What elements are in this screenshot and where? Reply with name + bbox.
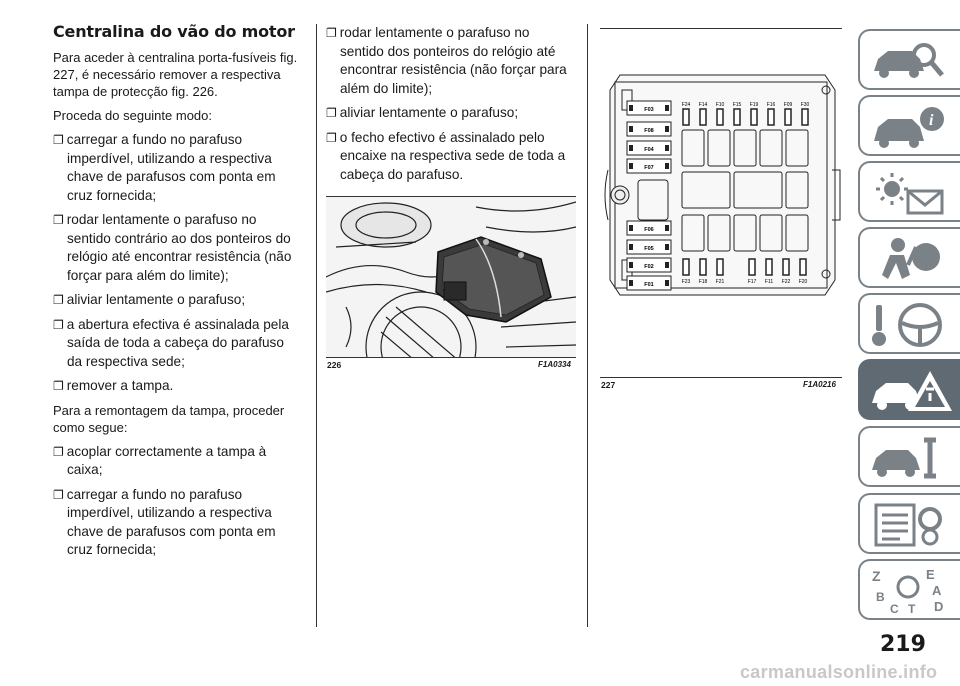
footer-watermark: carmanualsonline.info	[740, 662, 938, 682]
step-item	[326, 24, 574, 98]
bottom-fuse	[765, 259, 773, 285]
warning-light-icon	[868, 169, 952, 217]
checkbox-bullet-icon: ❐	[326, 26, 337, 40]
refit-steps-list-1	[53, 443, 298, 560]
step-text: aliviar lentamente o parafuso;	[339, 105, 519, 120]
bottom-fuse	[799, 259, 808, 285]
top-fuse	[682, 102, 691, 125]
checkbox-bullet-icon: ❐	[53, 213, 64, 227]
svg-text:i: i	[929, 112, 934, 129]
fuse-label: F14	[698, 102, 708, 108]
fuse-label: F11	[764, 279, 774, 285]
nav-tab-dashboard[interactable]	[858, 29, 960, 90]
fuse-label: F02	[644, 264, 654, 270]
column-divider-1	[316, 24, 317, 627]
fuse-label: F01	[644, 282, 654, 288]
step-item	[53, 131, 298, 205]
step-item	[326, 104, 574, 123]
steering-wheel-icon	[868, 301, 952, 349]
figure-227-top-rule	[600, 28, 842, 29]
fuse-label: F30	[800, 102, 810, 108]
fuse-label: F03	[644, 107, 654, 113]
nav-tab-safety[interactable]	[858, 227, 960, 288]
left-fuse	[627, 101, 671, 115]
svg-text:B: B	[876, 590, 885, 604]
fuse-label: F21	[715, 279, 725, 285]
step-text: a abertura efectiva é assinalada pela saída de toda a cabeça do parafuso da respectiva sede;	[66, 316, 289, 369]
step-text: aliviar lentamente o parafuso;	[66, 292, 246, 307]
step-text: carregar a fundo no parafuso imperdível, utilizando a respectiva chave de parafusos com ponta em cruz fornecida;	[66, 486, 276, 557]
left-fuse	[627, 122, 671, 136]
top-fuse	[767, 102, 776, 125]
checkbox-bullet-icon: ❐	[326, 106, 337, 120]
step-item	[53, 486, 298, 560]
figure-226-code: F1A0334	[538, 360, 571, 369]
fuse-label: F17	[747, 279, 757, 285]
fuse-label: F18	[698, 279, 708, 285]
removal-steps-list	[53, 131, 298, 396]
top-fuse	[750, 102, 759, 125]
top-fuse	[716, 102, 725, 125]
top-fuse	[733, 102, 742, 125]
svg-text:Z: Z	[872, 568, 881, 584]
procedure-intro: Proceda do seguinte modo:	[53, 108, 212, 123]
left-fuse	[627, 141, 671, 155]
figure-227-code: F1A0216	[803, 380, 836, 389]
step-text: rodar lentamente o parafuso no sentido contrário ao dos ponteiros do relógio até encontrar resistência (não forçar para além do limite);	[66, 212, 292, 283]
bottom-fuse	[716, 259, 725, 285]
fuse-label: F04	[644, 147, 654, 153]
checkbox-bullet-icon: ❐	[326, 130, 337, 145]
fuse-label: F06	[644, 227, 654, 233]
left-fuse	[627, 240, 671, 254]
checkbox-bullet-icon: ❐	[53, 317, 64, 332]
figure-227-bottom-rule	[600, 377, 842, 378]
refit-steps-list-2	[326, 24, 574, 184]
section-title: Centralina do vão do motor	[53, 22, 295, 41]
checkbox-bullet-icon: ❐	[53, 379, 64, 393]
page-number: 219	[880, 632, 926, 657]
intro-paragraph: Para aceder à centralina porta-fusíveis fig. 227, é necessário remover a respectiva tampa de protecção fig. 226.	[53, 50, 298, 99]
nav-tab-emergency[interactable]	[858, 359, 960, 420]
alphabetical-index-icon	[868, 567, 952, 615]
text-column-2	[326, 24, 574, 190]
checkbox-bullet-icon: ❐	[53, 444, 64, 459]
airbag-safety-icon	[868, 235, 952, 283]
top-fuse	[801, 102, 810, 125]
checkbox-bullet-icon: ❐	[53, 293, 64, 307]
fuse-label: F16	[766, 102, 776, 108]
fuse-label: F24	[681, 102, 691, 108]
fuse-label: F23	[681, 279, 691, 285]
left-fuse	[627, 276, 671, 290]
bottom-fuse	[699, 259, 708, 285]
fuse-label: F07	[644, 165, 654, 171]
nav-tab-maintenance[interactable]	[858, 426, 960, 487]
left-fuse	[627, 221, 671, 235]
nav-tab-technical-specs[interactable]	[858, 493, 960, 554]
figure-227-number: 227	[601, 380, 616, 390]
nav-tab-warning-lights[interactable]	[858, 161, 960, 222]
top-fuse	[699, 102, 708, 125]
checkbox-bullet-icon: ❐	[53, 487, 64, 502]
svg-text:C: C	[890, 602, 899, 615]
fuse-label: F19	[749, 102, 759, 108]
step-item	[326, 129, 574, 185]
svg-text:E: E	[926, 567, 935, 582]
fuse-label: F09	[783, 102, 793, 108]
figure-226-engine-photo	[326, 197, 576, 357]
fuse-label: F08	[644, 128, 654, 134]
fuse-label: F05	[644, 246, 654, 252]
car-info-icon	[868, 103, 952, 151]
step-text: acoplar correctamente a tampa à caixa;	[66, 443, 267, 477]
nav-tab-starting-driving[interactable]	[858, 293, 960, 354]
svg-text:D: D	[934, 599, 944, 614]
step-text: carregar a fundo no parafuso imperdível, utilizando a respectiva chave de parafusos com ponta em cruz fornecida;	[66, 132, 276, 203]
checkbox-bullet-icon: ❐	[53, 133, 64, 147]
left-fuse	[627, 258, 671, 272]
step-item	[53, 316, 298, 372]
step-item	[53, 443, 298, 480]
emergency-car-icon	[868, 367, 952, 415]
figure-226-bottom-rule	[326, 357, 576, 358]
top-fuse	[784, 102, 793, 125]
nav-tab-index[interactable]	[858, 559, 960, 620]
svg-text:T: T	[908, 602, 916, 615]
car-maintenance-icon	[868, 434, 952, 482]
fuse-label: F10	[715, 102, 725, 108]
step-text: o fecho efectivo é assinalado pelo encaixe na respectiva sede de toda a cabeça do parafuso.	[339, 129, 566, 182]
text-column-1	[53, 24, 298, 566]
fuse-label: F15	[732, 102, 742, 108]
step-item	[53, 211, 298, 285]
fuse-label: F20	[798, 279, 808, 285]
bottom-fuse	[782, 259, 791, 285]
fuse-label: F22	[781, 279, 791, 285]
bottom-fuse	[682, 259, 691, 285]
refit-intro: Para a remontagem da tampa, proceder como segue:	[53, 402, 285, 435]
column-divider-2	[587, 24, 588, 627]
step-text: rodar lentamente o parafuso no sentido dos ponteiros do relógio até encontrar resistência (não forçar para além do limite);	[339, 25, 567, 96]
left-fuse	[627, 159, 671, 173]
svg-text:A: A	[932, 583, 942, 598]
nav-tab-getting-to-know[interactable]	[858, 95, 960, 156]
figure-227-fuse-box-diagram	[600, 30, 842, 370]
bottom-fuse	[748, 259, 757, 285]
step-item	[53, 291, 298, 310]
car-search-icon	[868, 37, 952, 85]
step-item	[53, 377, 298, 396]
step-text: remover a tampa.	[66, 378, 174, 393]
technical-data-icon	[868, 501, 952, 549]
figure-226-number: 226	[327, 360, 342, 370]
